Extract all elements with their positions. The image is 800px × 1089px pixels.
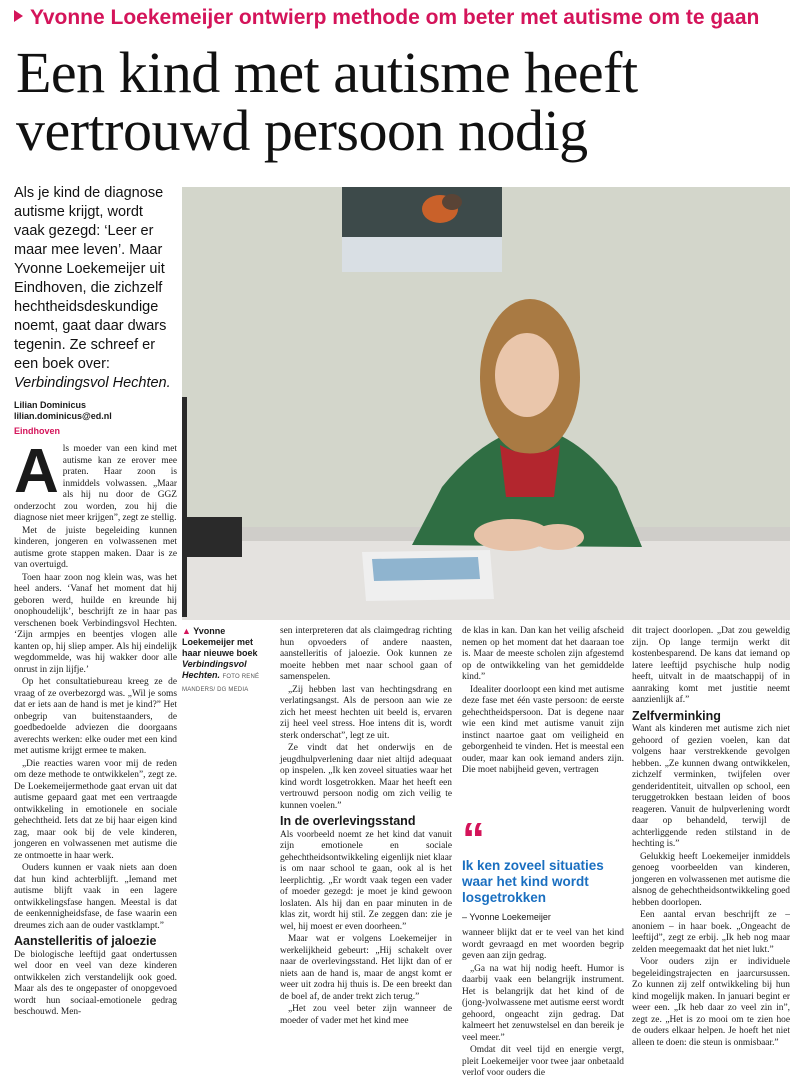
dateline-city: Eindhoven xyxy=(14,426,61,436)
column-3-top: de klas in kan. Dan kan het veilig afscheid nemen op het moment dat het daaraan toe is. Maar de meeste scholen zijn afgestemd op de ontwikkeling van het gemiddelde kind.” Idealiter doorloopt een kind met autisme deze fase met één vaste persoon: de eerste gehechtheidspersoon. Dat is degene naar wie een kind met autisme vanuit zijn instinct naartoe gaat om veiligheid en geborgenheid te vinden. Het is meestal een ouder, maar kan ook iemand anders zijn. Die moet nabijheid geven, vertragen xyxy=(462,626,624,775)
headline: Een kind met autisme heeft vertrouwd persoon nodig xyxy=(16,40,638,163)
column-3-bottom: wanneer blijkt dat er te veel van het kind wordt gevraagd en met woorden begrip geven aan zijn gedrag. „Ga na wat hij nodig heeft. Humor is daarbij vaak een belangrijk instrument. Het is belangrijk dat het kind of de (jong-)volwassene met autisme eerst wordt gehoord, ongeacht zijn gedrag. Dat kalmeert het zenuwstelsel en dan bereik je veel meer.” Omdat dit veel tijd en energie vergt, pleit Loekemeijer voor twee jaar onbetaald verlof voor ouders die xyxy=(462,928,624,1078)
subheading: In de overlevingsstand xyxy=(280,814,416,828)
photo-credit: FOTO RENÉ MANDERS/ DG MEDIA xyxy=(182,674,260,693)
intro: Als je kind de diagnose autisme krijgt, wordt vaak gezegd: ‘Leer er maar mee leven’. Maar Yvonne Loekemeijer uit Eindhoven, die zichzelf hechtheidsdeskundige noemt, gaat daar dwars tegenin. Ze schreef er een boek over: Verbindingsvol Hechten. xyxy=(14,185,171,391)
article-photo xyxy=(182,187,790,620)
pull-quote-attribution: – Yvonne Loekemeijer xyxy=(462,912,551,922)
arrow-icon xyxy=(14,10,23,22)
column-4: dit traject doorlopen. „Dat zou geweldig zijn. Op lange termijn werkt dit kostenbesparend. De kans dat iemand op latere leeftijd psychische hulp nodig heeft, uitvalt in de maatschappij of in aanraking komt met justitie neemt aanzienlijk af.” Zelfverminking Want als kinderen met autisme zich niet gehoord of gezien voelen, kan dat volgens haar verstrekkende gevolgen hebben. „Ze kunnen dwang ontwikkelen, zichzelf verminken, twijfelen over genderidentiteit, uitvallen op school, een teruggetrokken bestaan leiden of boos reageren. Vanuit de hulpverlening wordt daar op behandeld, terwijl de achterliggende reden stilstand in de hechting is.” Gelukkig heeft Loekemeijer inmiddels genoeg voorbeelden van kinderen, jongeren en volwassenen met autisme die alsnog de gehechtheidsontwikkeling goed hebben doorlopen. Een aantal ervan beschrijft ze – anoniem – in haar boek. „Ongeacht de leeftijd”, zegt ze erbij. „Ik heb nog maar zelden meegemaakt dat het niet lukt.” Voor ouders zijn er individuele begeleidingstrajecten en jaarcursussen. Zo kunnen zij zelf ontwikkeling bij hun kind mogelijk maken. In januari begint er weer een. „Ik heb daar zo veel zin in”, zegt ze. „Het is zo mooi om te zien hoe de ouders elkaar helpen. Je hoeft het niet alleen te doen: die steun is onmisbaar.” xyxy=(632,626,790,1048)
kicker: Yvonne Loekemeijer ontwierp methode om beter met autisme om te gaan xyxy=(14,6,794,30)
column-2: sen interpreteren dat als claimgedrag richting hun opvoeders of andere naasten, aanstelleritis of jaloezie. Ook kunnen ze moeite hebben met naar school gaan of samenspelen. „Zij hebben last van hechtingsdrang en verlatingsangst. Als de persoon aan wie ze zich het meest hechten uit beeld is, ervaren zij heel veel stress. Hoe intens dit is, wordt sterk onderschat”, legt ze uit. Ze vindt dat het onderwijs en de jeugdhulpverlening daar niet altijd adequaat op inspelen. „Ik ken zoveel situaties waar het kind wordt losgetrokken. Maar het heeft een vertrouwd persoon nodig om zich veilig te kunnen voelen.” In de overlevingsstand Als voorbeeld noemt ze het kind dat vanuit zijn emotionele en sociale gehechtheidsontwikkeling eigenlijk niet klaar is om naar school te gaan, ook al is het leerplichtig. „Er wordt vaak tegen een vader of moeder gezegd: je moet je kind gewoon loslaten. Als hij dan en paar minuten in de klas zit, wordt hij stil. Ze zeggen dan: zie je wel, hij moest er even doorheen.” Maar wat er volgens Loekemeijer in werkelijkheid gebeurt: „Hij schakelt over naar de overlevingsstand. Het lijkt dan of er niets aan de hand is, maar de angst komt er weer uit zodra hij thuis is. De een breekt dan de boel af, de ander trekt zich terug.” „Het zou veel beter zijn wanneer de moeder of vader met het kind mee xyxy=(280,626,452,1026)
drop-cap: A xyxy=(14,437,59,506)
author-email[interactable]: lilian.dominicus@ed.nl xyxy=(14,411,112,421)
author: Lilian Dominicus xyxy=(14,400,87,410)
subheading: Aanstelleritis of jaloezie xyxy=(14,934,157,948)
photo-illustration xyxy=(182,187,790,620)
pull-quote xyxy=(462,813,620,922)
pull-quote-text: Ik ken zoveel situaties waar het kind wordt losgetrokken xyxy=(462,858,604,905)
subheading: Zelfverminking xyxy=(632,708,721,723)
quote-icon: “ xyxy=(462,813,485,865)
column-1: A ls moeder van een kind met autisme kan ze erover mee praten. Haar zoon is inmiddels volwassen. „Maar als hij nu door de GGZ onderzocht zou worden, zou hij die diagnose niet meer krijgen”, zegt ze stellig. Met de juiste begeleiding kunnen kinderen, jongeren en volwassenen met autisme grote stappen maken. Daar is ze van overtuigd. Toen haar zoon nog klein was, was het heel anders. ‘Vanaf het moment dat hij geboren werd, huilde en kreunde hij onophoudelijk’, beschrijft ze in haar pas verschenen boek Verbindingsvol Hechten. ‘Zijn armpjes en beentjes vlogen alle kanten op, hij sliep amper. Als hij eindelijk wegdommelde, was hij wakker door alle onrust in zijn lijfje.’ Op het consultatiebureau kreeg ze de vraag of ze overbezorgd was. „Wil je soms dat er iets aan de hand is met je kind?” Het onbegrip van buitenstaanders, de goedbedoelde adviezen die doorgaans averechts werken: elke ouder met een kind met autisme krijgt ermee te maken. „Die reacties waren voor mij de reden om deze methode te ontwikkelen”, zegt ze. De Loekemeijermethode gaat ervan uit dat autisme gepaard gaat met een vertraagde ontwikkeling in emotionele en sociale gehechtheid. Iets dat ze bij haar eigen kind zag, maar ook bij de vele kinderen, jongeren en volwassenen met autisme die ze ontmoette in haar werk. Ouders kunnen er vaak niets aan doen dat hun kind achterblijft. „Iemand met autisme blijft vaak in een lagere ontwikkelingsfase hangen. Meestal is dat de eenkennigheidsfase, de fase waarin een dreumes zich aan de ouder vastklampt.” Aanstelleritis of jaloezie De biologische leeftijd gaat ondertussen wel door en veel van deze kinderen ontwikkelen zich verstandelijk ook goed. Maar als des te ongepaster of onopgevoed wordt hun sociaal-emotionele gedrag beschouwd. Men- xyxy=(14,437,177,1017)
photo-caption: ▲ Yvonne Loekemeijer met haar nieuwe boek Verbindingsvol Hechten. FOTO RENÉ MANDERS/ DG MEDIA xyxy=(182,626,260,693)
book-title: Verbindingsvol Hechten. xyxy=(14,375,171,391)
triangle-icon: ▲ xyxy=(182,626,191,636)
byline xyxy=(14,400,179,437)
